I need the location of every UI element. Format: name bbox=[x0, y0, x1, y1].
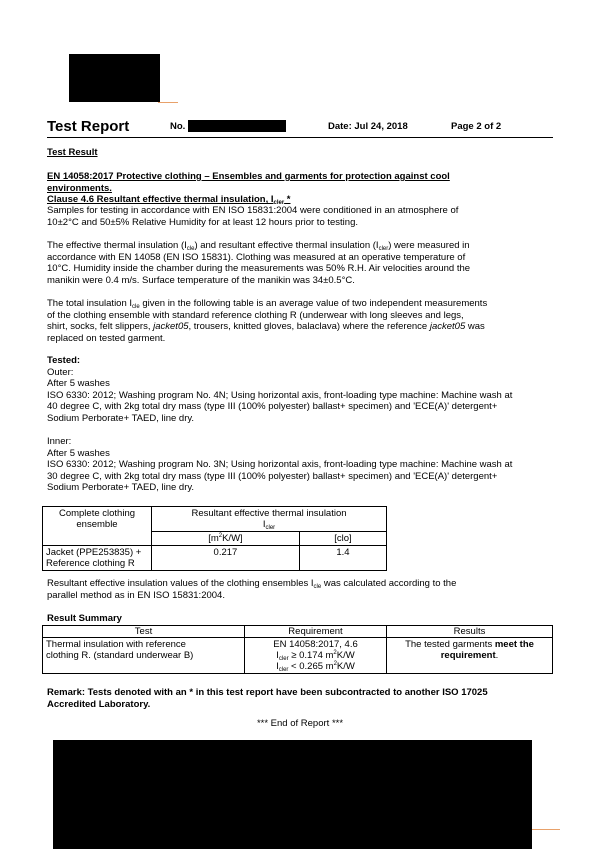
italic-text: jacket05 bbox=[429, 321, 466, 333]
inner-line: 30 degree C, with 2kg total dry mass (type III (100% polyester) ballast+ specimen) and 'ECE(A)' detergent+ bbox=[47, 470, 498, 482]
summary-test-cell bbox=[43, 638, 245, 674]
result-summary-title: Result Summary bbox=[47, 613, 122, 624]
table-row bbox=[43, 546, 387, 571]
standard-title-text: EN 14058:2017 Protective clothing – Ensembles and garments for protection against cool environments. bbox=[47, 171, 450, 194]
outer-line: Sodium Perborate+ TAED, line dry. bbox=[47, 412, 195, 424]
total-line-3 bbox=[47, 321, 552, 333]
measurement-line: 10°C. Humidity inside the chamber during the measurements was 50% R.H. Air velocities around the bbox=[47, 263, 471, 275]
measurement-line: accordance with EN 14058 (EN ISO 15831). Clothing was measured at an operative temperature of bbox=[47, 251, 466, 263]
clause-star: * bbox=[284, 194, 291, 205]
redacted-report-number bbox=[188, 120, 286, 132]
summary-result-cell bbox=[387, 638, 553, 674]
measurement-line-1 bbox=[47, 240, 552, 252]
text: The total insulation I bbox=[47, 298, 133, 309]
summary-header-results: Results bbox=[387, 626, 553, 638]
value-clo: 1.4 bbox=[299, 546, 386, 571]
report-title: Test Report bbox=[47, 118, 130, 135]
tested-label: Tested: bbox=[47, 355, 81, 366]
report-date: Date: Jul 24, 2018 bbox=[328, 121, 408, 132]
conditioning-line: Samples for testing in accordance with EN ISO 15831:2004 were conditioned in an atmosphere of bbox=[47, 205, 459, 216]
text: K/W] bbox=[222, 533, 243, 544]
page-number: Page 2 of 2 bbox=[451, 121, 502, 132]
text: shirt, socks, felt slippers, bbox=[47, 321, 154, 333]
italic-text: jacket05 bbox=[153, 321, 189, 333]
sup: 2 bbox=[333, 650, 337, 656]
total-line-1 bbox=[47, 298, 552, 310]
outer-washes: After 5 washes bbox=[47, 378, 110, 390]
summary-header-test: Test bbox=[43, 626, 245, 638]
end-of-report: *** End of Report *** bbox=[256, 718, 344, 729]
outer-title: Outer: bbox=[47, 366, 74, 378]
measurement-line: manikin were 0.4 m/s. Surface temperature of the manikin was 34±0.5°C. bbox=[47, 274, 355, 286]
section-title: Test Result bbox=[47, 147, 98, 158]
sub: cle bbox=[186, 246, 195, 252]
redacted-logo bbox=[69, 54, 160, 102]
remark bbox=[47, 687, 552, 710]
text: was calculated according to the bbox=[321, 578, 457, 589]
text: Jacket (PPE253835) + bbox=[46, 547, 142, 558]
footer-accent-line bbox=[532, 829, 560, 830]
clause-label: Clause 4.6 Resultant effective thermal insulation, I bbox=[47, 194, 274, 205]
sub: cler bbox=[278, 656, 289, 662]
result-summary-table bbox=[42, 625, 553, 674]
summary-requirement-cell bbox=[245, 638, 387, 674]
inner-line: ISO 6330: 2012; Washing program No. 3N; Using horizontal axis, front-loading type machine: Machine wash at bbox=[47, 459, 513, 471]
header-insulation bbox=[152, 507, 387, 532]
text: The tested garments bbox=[405, 639, 495, 650]
conditioning-paragraph bbox=[47, 205, 552, 228]
text: ) were measured in bbox=[388, 240, 470, 251]
header-accent-line bbox=[158, 102, 178, 103]
sub: cle bbox=[132, 304, 140, 310]
text: ≥ 0.174 m bbox=[288, 650, 334, 661]
remark-line: Accredited Laboratory. bbox=[47, 698, 151, 710]
text: I bbox=[262, 519, 266, 530]
text: Resultant effective insulation values of the clothing ensembles I bbox=[47, 578, 314, 589]
summary-header-requirement: Requirement bbox=[245, 626, 387, 638]
standard-title bbox=[47, 171, 552, 194]
remark-line: Remark: Tests denoted with an * in this test report have been subcontracted to another ISO 17025 bbox=[47, 687, 488, 698]
inner-line: Sodium Perborate+ TAED, line dry. bbox=[47, 482, 195, 494]
text: < 0.265 m bbox=[288, 661, 334, 672]
text: clothing R. (standard underwear B) bbox=[46, 650, 194, 661]
row-ensemble bbox=[43, 546, 152, 571]
total-line: replaced on tested garment. bbox=[47, 332, 166, 344]
tested-section bbox=[47, 355, 552, 425]
text: Complete clothing bbox=[58, 508, 136, 519]
sub: cler bbox=[278, 667, 289, 673]
text: , trousers, knitted gloves, balaclava) where the reference bbox=[188, 321, 430, 333]
measurement-paragraph bbox=[47, 240, 552, 286]
value-m2kw: 0.217 bbox=[152, 546, 300, 571]
after-line-1 bbox=[47, 578, 552, 590]
bold-text: requirement bbox=[440, 650, 496, 661]
sub: cler bbox=[265, 525, 276, 531]
outer-line: 40 degree C, with 2kg total dry mass (type III (100% polyester) ballast+ specimen) and 'ECE(A)' detergent+ bbox=[47, 401, 498, 413]
text: K/W bbox=[336, 661, 355, 672]
report-number-label: No. bbox=[170, 121, 186, 132]
sub: cle bbox=[313, 584, 322, 590]
after-table-paragraph bbox=[47, 578, 552, 601]
text: . bbox=[495, 650, 499, 661]
unit-clo: [clo] bbox=[299, 532, 386, 546]
table-row bbox=[43, 638, 553, 674]
clause-sub: cler bbox=[273, 200, 285, 206]
clause-text bbox=[47, 194, 291, 205]
header-ensemble bbox=[43, 507, 152, 546]
text: I bbox=[276, 661, 279, 672]
total-line: of the clothing ensemble with standard reference clothing R (underwear with long sleeves and legs, bbox=[47, 309, 464, 321]
outer-line: ISO 6330: 2012; Washing program No. 4N; Using horizontal axis, front-loading type machine: Machine wash at bbox=[47, 389, 513, 401]
inner-title: Inner: bbox=[47, 436, 72, 447]
text: EN 14058:2017, 4.6 bbox=[273, 639, 358, 650]
text: Thermal insulation with reference bbox=[46, 639, 186, 650]
text: The effective thermal insulation (I bbox=[47, 240, 187, 251]
sub: cler bbox=[378, 246, 389, 252]
header-rule bbox=[47, 137, 553, 138]
inner-washes: After 5 washes bbox=[47, 447, 110, 459]
text: I bbox=[276, 650, 279, 661]
text: Resultant effective thermal insulation bbox=[191, 508, 347, 519]
total-insulation-paragraph bbox=[47, 298, 552, 344]
conditioning-line: 10±2°C and 50±5% Relative Humidity for at least 12 hours prior to testing. bbox=[47, 216, 358, 228]
redacted-footer bbox=[53, 740, 532, 849]
insulation-table bbox=[42, 506, 387, 571]
text: K/W bbox=[336, 650, 355, 661]
unit-m2kw bbox=[152, 532, 300, 546]
after-line: parallel method as in EN ISO 15831:2004. bbox=[47, 589, 225, 601]
clause-heading bbox=[47, 194, 552, 206]
text: ensemble bbox=[76, 519, 118, 530]
table-row bbox=[43, 507, 387, 532]
text: was bbox=[465, 321, 485, 333]
text: [m bbox=[208, 533, 219, 544]
text: given in the following table is an average value of two independent measurements bbox=[139, 298, 488, 309]
text: Reference clothing R bbox=[46, 558, 135, 569]
text: ) and resultant effective thermal insulation (I bbox=[194, 240, 379, 251]
bold-text: meet the bbox=[494, 639, 534, 650]
inner-section bbox=[47, 436, 552, 494]
sup: 2 bbox=[333, 661, 337, 667]
table-row bbox=[43, 626, 553, 638]
sup: 2 bbox=[218, 533, 223, 539]
